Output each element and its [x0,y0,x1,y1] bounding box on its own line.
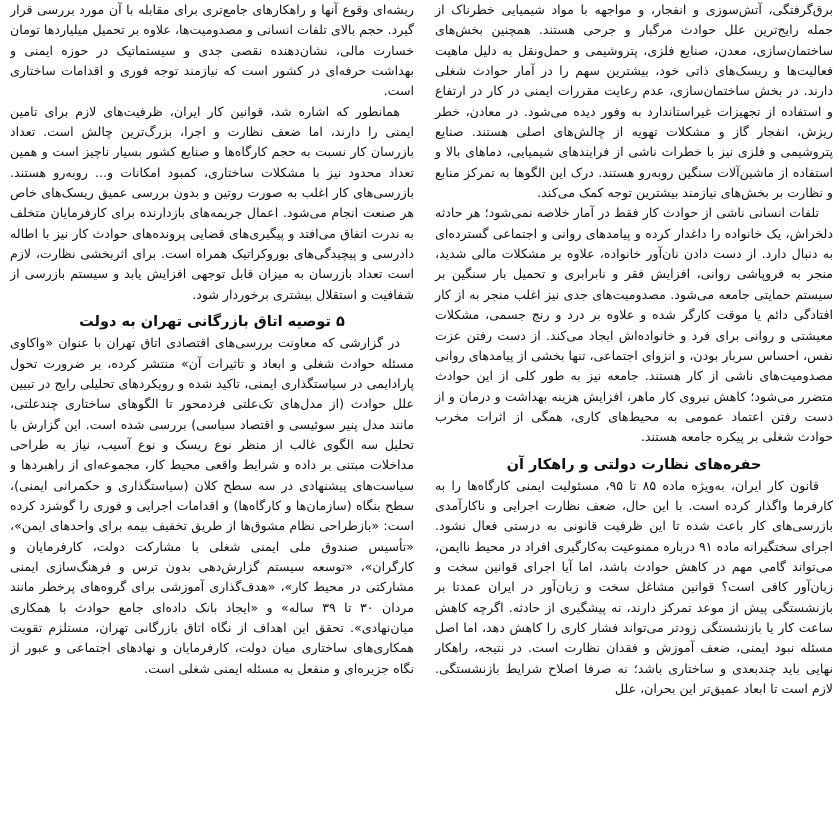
paragraph-labor-law: قانون کار ایران، به‌ویژه ماده ۸۵ تا ۹۵، مسئولیت ایمنی کارگاه‌ها را به کارفرما واگذار کرده است. با این حال، ضعف نظارت اجرایی و ناکارآمدی بازرسی‌های کار باعث شده تا این ظرفیت قانونی به درستی فعال نشود. اجرای سختگیرانه ماده ۹۱ درباره ممنوعیت به‌کارگیری افراد در محیط ناایمن، می‌تواند گامی مهم در کاهش حوادث باشد، اما آیا اجرای قوانین سخت و زبان‌آور کافی است؟ قوانین مشاغل سخت و زبان‌آور در ایران عمدتا بر بازنشستگی پیش از موعد تمرکز دارند، نه پیشگیری از حادثه. اگرچه کاهش ساعت کار یا بازنشستگی زودتر می‌تواند فشار کاری را کاهش دهد، اما اصل مسئله نبود ایمنی، ضعف آموزش و فقدان نظارت است. در نتیجه، راهکار نهایی باید چندبعدی و ساختاری باشد؛ نه صرفا اصلاح شرایط بازنشستگی. لازم است تا ابعاد عمیق‌تر این بحران، علل [435,477,833,696]
left-column [10,0,414,837]
section-heading-oversight-gaps: حفره‌های نظارت دولتی و راهکار آن [506,456,762,473]
right-column [429,0,833,837]
paragraph-injury-causes: برق‌گرفتگی، آتش‌سوزی و انفجار، و مواجهه با مواد شیمیایی خطرناک از جمله رایج‌ترین علل حوادث مرگبار و جرحی هستند. همچنین بخش‌های ساختمان‌سازی، معدن، صنایع فلزی، پتروشیمی و حمل‌ونقل به دلیل ماهیت فعالیت‌ها و ریسک‌های ذاتی خود، بیشترین سهم را در آمار حوادث شغلی دارند. در بخش ساختمان‌سازی، عدم رعایت مقررات ایمنی در کار در ارتفاع و استفاده از تجهیزات غیراستاندارد به وفور دیده می‌شود. در معادن، خطر ریزش، انفجار گاز و مشکلات تهویه از چالش‌های اصلی هستند. صنایع پتروشیمی و فلزی نیز با خطرات ناشی از فرایندهای شیمیایی، دماهای بالا و استفاده از ماشین‌آلات سنگین روبه‌رو هستند. درک این الگوها به تمرکز منابع و نظارت بر بخش‌های نیازمند بیشترین توجه کمک می‌کند. [435,2,833,201]
paragraph-root-causes: ریشه‌ای وقوع آنها و راهکارهای جامع‌تری برای مقابله با آن مورد بررسی قرار گیرد. حجم بالای تلفات انسانی و مصدومیت‌ها، علاوه بر تحمیل میلیاردها تومان خسارت مالی، نشان‌دهنده نقصی جدی و سیستماتیک در حوزه ایمنی و بهداشت حرفه‌ای در کشور است که نیازمند توجه فوری و اقدامات ساختاری است. [10,2,414,99]
paragraph-human-losses: تلفات انسانی ناشی از حوادث کار فقط در آمار خلاصه نمی‌شود؛ هر حادثه دلخراش، یک خانواده را داغدار کرده و پیامدهای روانی و اجتماعی گسترده‌ای به دنبال دارد. از دست دادن نان‌آور خانواده، علاوه بر مشکلات مالی شدید، منجر به فروپاشی روانی، افزایش فقر و نابرابری و تحمیل بار سنگین بر سیستم حمایتی جامعه می‌شود. مصدومیت‌های جدی نیز اغلب منجر به از کار افتادگی دائم یا موقت کارگر شده و علاوه بر درد و رنج جسمی، مشکلات معیشتی و روانی برای فرد و خانواده‌اش ایجاد می‌کند. از دست رفتن عزت نفس، احساس سربار بودن، و انزوای اجتماعی، تنها بخشی از پیامدهای روانی مصدومیت‌های ناشی از کار هستند. جامعه نیز به طور کلی از این حوادث متضرر می‌شود؛ کاهش نیروی کار ماهر، افزایش هزینه بهداشت و درمان و از دست رفتن اعتماد عمومی به محیط‌های کاری، همگی از اثرات مخرب حوادث شغلی بر پیکره جامعه هستند. [435,205,833,445]
paragraph-chamber-report: در گزارشی که معاونت بررسی‌های اقتصادی اتاق تهران با عنوان «واکاوی مسئله حوادث شغلی و ابعاد و تاثیرات آن» منتشر کرده، بر ضرورت تحول پارادایمی در سیاستگذاری ایمنی، تاکید شده و رویکردهای تحلیلی رایج در تبیین علل حوادث (از مدل‌های تک‌علتی فردمحور تا الگوهای ساختاری چندعلتی، مانند مدل پنیر سوئیسی و اقتصاد سیاسی) بررسی شده است. این گزارش با تحلیل سه الگوی غالب از منظر نوع ریسک و نوع آسیب، نیاز به طراحی مداخلات مبتنی بر داده و شرایط واقعی محیط کار، مجموعه‌ای از راهبردها و سیاست‌های پیشنهادی در سه سطح کلان (سیاستگذاری و حکمرانی ایمنی)، سطح بنگاه (سازمان‌ها و کارگاه‌ها) و اقدامات اجرایی و فوری را گوشزد کرده است: «بازطراحی نظام مشوق‌ها از طریق تخفیف بیمه برای واحدهای ایمن»، «تأسیس صندوق ملی ایمنی شغلی با مشارکت دولت، کارفرمایان و کارگران»، «توسعه سیستم گزارش‌دهی بدون ترس و فرهنگ‌سازی ایمنی مشارکتی در محیط کار»، «هدف‌گذاری آموزشی برای گروه‌های پرخطر مانند مردان ۳۰ تا ۳۹ ساله» و «ایجاد بانک داده‌ای جامع حوادث با همکاری میان‌نهادی». تحقق این اهداف از نگاه اتاق بازرگانی تهران، مستلزم تقویت همکاری‌های ساختاری میان دولت، کارفرمایان و نهادهای اجتماعی و عبور از نگاه جزیره‌ای و منفعل به مسئله ایمنی شغلی است. [10,335,414,676]
section-heading-chamber-recommendations: ۵ توصیه اتاق بازرگانی تهران به دولت [79,314,345,331]
paragraph-inspection-weakness: همانطور که اشاره شد، قوانین کار ایران، ظرفیت‌های لازم برای تامین ایمنی را دارند، اما ضعف نظارت و اجرا، بزرگ‌ترین چالش است. تعداد بازرسان کار نسبت به حجم کارگاه‌ها و صنایع کشور بسیار ناچیز است و همین تعداد محدود نیز با مشکلات ساختاری، کمبود امکانات و... روبه‌رو هستند. بازرسی‌های کار اغلب به صورت روتین و بدون بررسی عمیق ریسک‌های خاص هر صنعت انجام می‌شود. اعمال جریمه‌های بازدارنده برای کارفرمایان متخلف به ندرت اتفاق می‌افتد و پیگیری‌های قضایی پرونده‌های حوادث کار نیز با اطاله دادرسی و پیچیدگی‌های بوروکراتیک همراه است. برای اثربخشی نظارت، لازم است تعداد بازرسان به میزان قابل توجهی افزایش یابد و سیستم بازرسی از شفافیت و استقلال بیشتری برخوردار شود. [10,103,414,302]
